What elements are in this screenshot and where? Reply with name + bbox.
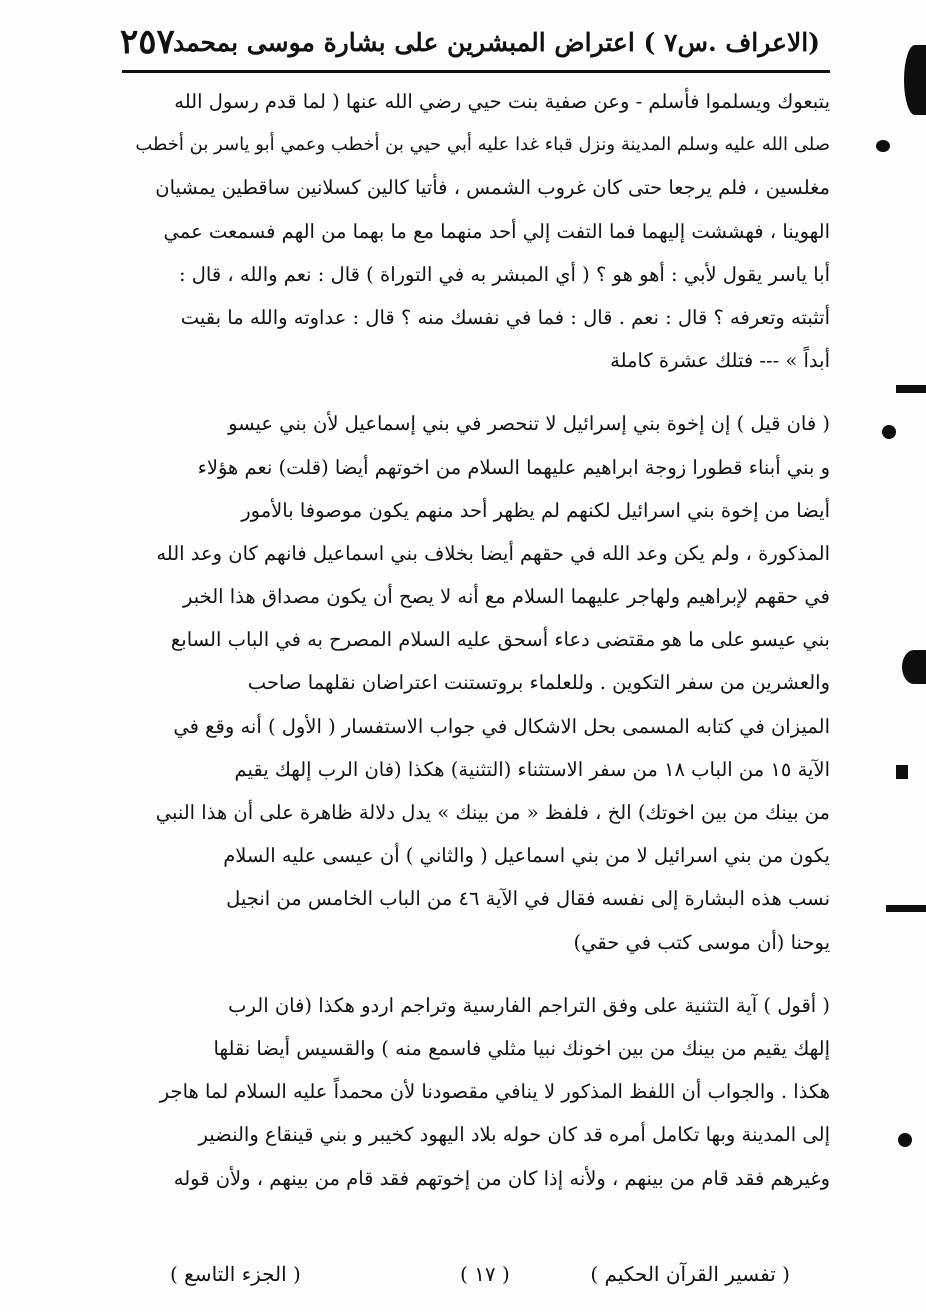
text-line: والعشرين من سفر التكوين . وللعلماء بروتستنت اعتراضان نقلهما صاحب bbox=[247, 671, 830, 695]
text-line: في حقهم لإبراهيم ولهاجر عليهما السلام مع أنه لا يصح أن يكون مصداق هذا الخبر bbox=[182, 585, 830, 609]
text-line: وغيرهم فقد قام من بينهم ، ولأنه إذا كان من إخوتهم فقد قام من بينهم ، ولأن قوله bbox=[173, 1166, 830, 1190]
text-line: أتثبته وتعرفه ؟ قال : نعم . قال : فما في نفسك منه ؟ قال : عداوته والله ما بقيت bbox=[180, 305, 830, 329]
footer-part: ( الجزء التاسع ) bbox=[170, 1262, 301, 1286]
text-line: أبا ياسر يقول لأبي : أهو هو ؟ ( أي المبشر به في التوراة ) قال : نعم والله ، قال : bbox=[179, 262, 830, 286]
scan-mark bbox=[896, 385, 926, 393]
text-line: هكذا . والجواب أن اللفظ المذكور لا ينافي مقصودنا لأن محمداً عليه السلام لما هاجر bbox=[159, 1080, 830, 1104]
text-line: نسب هذه البشارة إلى نفسه فقال في الآية ٤٦ من الباب الخامس من انجيل bbox=[226, 887, 830, 911]
scan-mark bbox=[904, 45, 926, 115]
text-line: يتبعوك ويسلموا فأسلم - وعن صفية بنت حيي رضي الله عنها ( لما قدم رسول الله bbox=[174, 90, 830, 113]
footer-book-title: ( تفسير القرآن الحكيم ) bbox=[590, 1262, 790, 1286]
scan-mark bbox=[876, 140, 890, 152]
page-footer bbox=[170, 1262, 790, 1298]
text-line: إلهك يقيم من بينك من بين اخونك نبيا مثلي فاسمع منه ) والقسيس أيضا نقلها bbox=[213, 1036, 830, 1060]
text-line: و بني أبناء قطورا زوجة ابراهيم عليهما السلام من اخوتهم أيضا (قلت) نعم هؤلاء bbox=[197, 455, 830, 479]
text-line: إلى المدينة وبها تكامل أمره قد كان حوله بلاد اليهود كخيبر و بني قينقاع والنضير bbox=[198, 1123, 830, 1147]
text-line: الميزان في كتابه المسمى بحل الاشكال في جواب الاستفسار ( الأول ) أنه وقع في bbox=[173, 714, 830, 738]
header-rule bbox=[122, 70, 830, 73]
text-line: من بينك من بين اخوتك) الخ ، فلفظ « من بينك » يدل دلالة ظاهرة على أن هذا النبي bbox=[155, 801, 830, 824]
header-title: (الاعراف .س٧ ) اعتراض المبشرين على بشارة موسى بمحمد bbox=[172, 28, 820, 57]
scan-mark bbox=[886, 905, 926, 912]
scan-mark bbox=[902, 650, 926, 684]
text-line: مغلسين ، فلم يرجعا حتى كان غروب الشمس ، فأتيا كالين كسلانين ساقطين يمشيان bbox=[155, 176, 830, 200]
page-number: ٢٥٧ bbox=[120, 22, 175, 62]
text-line: أبداً » --- فتلك عشرة كاملة bbox=[610, 349, 830, 373]
text-line: صلى الله عليه وسلم المدينة ونزل قباء غدا عليه أبي حيي بن أخطب وعمي أبو ياسر بن أخطب bbox=[135, 134, 830, 156]
text-line: يوحنا (أن موسى كتب في حقي) bbox=[573, 930, 830, 954]
body-text bbox=[120, 80, 830, 1200]
paragraph-gap bbox=[120, 382, 830, 402]
scan-mark bbox=[882, 425, 896, 439]
paragraph-gap bbox=[120, 964, 830, 984]
text-line: ( أقول ) آية التثنية على وفق التراجم الفارسية وتراجم اردو هكذا (فان الرب bbox=[228, 993, 830, 1017]
scan-mark bbox=[898, 1133, 912, 1147]
text-line: الآية ١٥ من الباب ١٨ من سفر الاستثناء (التثنية) هكذا (فان الرب إلهك يقيم bbox=[234, 757, 830, 781]
text-line: أيضا من إخوة بني اسرائيل لكنهم لم يظهر أحد منهم يكون موصوفا بالأمور bbox=[241, 498, 830, 522]
footer-fascicle: ( ١٧ ) bbox=[460, 1262, 510, 1286]
scan-mark bbox=[896, 765, 908, 779]
text-line: الهوينا ، فهششت إليهما فما التفت إلي أحد منهما مع ما بهما من الهم فسمعت عمي bbox=[163, 219, 830, 243]
text-line: بني عيسو على ما هو مقتضى دعاء أسحق عليه السلام المصرح به في الباب السابع bbox=[170, 628, 830, 652]
text-line: المذكورة ، ولم يكن وعد الله في حقهم أيضا بخلاف بني اسماعيل فانهم كان وعد الله bbox=[156, 541, 830, 565]
text-line: ( فان قيل ) إن إخوة بني إسرائيل لا تنحصر في بني إسماعيل لأن بني عيسو bbox=[228, 412, 830, 436]
text-line: يكون من بني اسرائيل لا من بني اسماعيل ( والثاني ) أن عيسى عليه السلام bbox=[223, 844, 830, 868]
running-header bbox=[120, 18, 820, 68]
